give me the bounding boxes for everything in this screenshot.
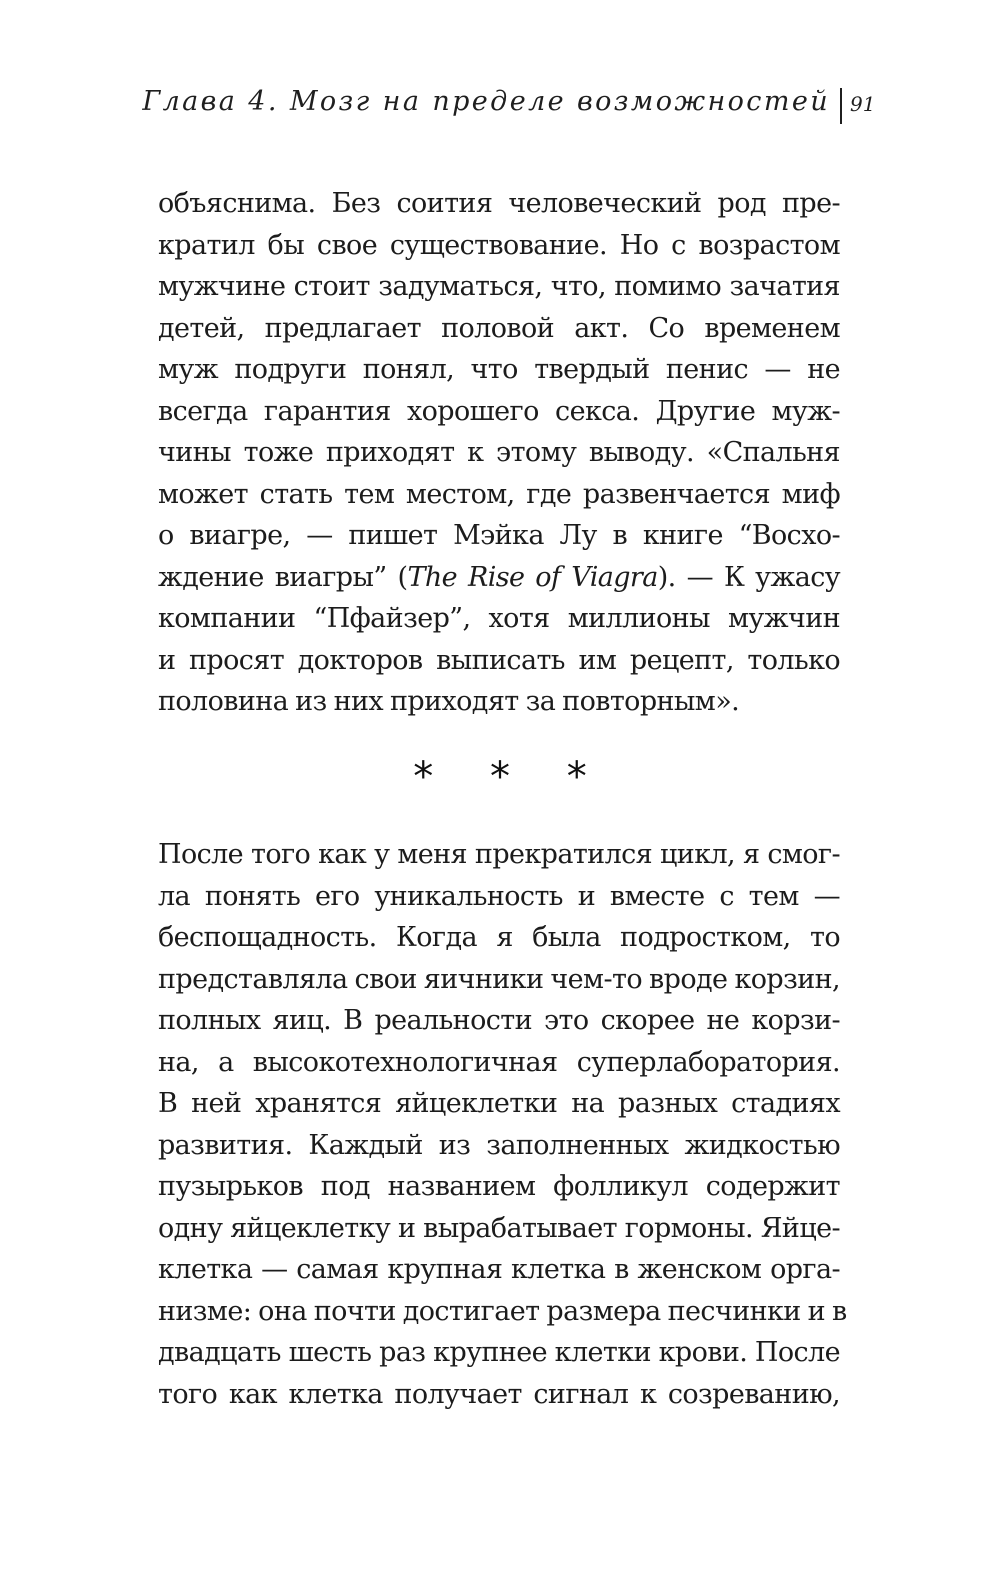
- text-line: на, а высокотехнологичная суперлаборатория.: [158, 1046, 840, 1078]
- text-line: мужчине стоит задуматься, что, помимо зачатия: [158, 271, 840, 302]
- book-title-italic: The Rise of Viagra: [407, 561, 658, 593]
- text-fragment: ждение виагры” (: [158, 561, 408, 593]
- text-line: двадцать шесть раз крупнее клетки крови. После: [158, 1337, 840, 1368]
- text-line: детей, предлагает половой акт. Со временем: [158, 312, 840, 344]
- text-line: низме: она почти достигает размера песчинки и в: [158, 1295, 847, 1327]
- text-fragment: ). — К ужасу: [657, 561, 841, 593]
- text-line: и просят докторов выписать им рецепт, только: [158, 644, 840, 676]
- text-line: [158, 557, 840, 599]
- text-line: представляла свои яичники чем-то вроде корзин,: [158, 963, 840, 995]
- text-line: кратил бы свое существование. Но с возрастом: [158, 229, 840, 261]
- text-line: одну яйцеклетку и вырабатывает гормоны. Яйце-: [158, 1212, 840, 1244]
- text-line: всегда гарантия хорошего секса. Другие муж-: [158, 395, 840, 427]
- text-line: того как клетка получает сигнал к созреванию,: [158, 1378, 840, 1410]
- paragraph-2: [158, 834, 847, 1415]
- text-line: половина из них приходят за повторным».: [158, 686, 740, 717]
- text-line: муж подруги понял, что твердый пенис — не: [158, 354, 840, 385]
- section-separator: * * *: [413, 754, 609, 800]
- text-line: развития. Каждый из заполненных жидкостью: [158, 1129, 840, 1161]
- header-divider: [840, 88, 842, 124]
- text-line: беспощадность. Когда я была подростком, то: [158, 922, 840, 953]
- page-header: [0, 78, 1000, 128]
- running-head: Глава 4. Мозг на пределе возможностей: [142, 86, 830, 117]
- paragraph-1: [158, 183, 840, 723]
- text-line: В ней хранятся яйцеклетки на разных стадиях: [158, 1088, 840, 1119]
- text-line: чины тоже приходят к этому выводу. «Спальня: [158, 437, 840, 468]
- text-line: После того как у меня прекратился цикл, я смог-: [158, 839, 840, 870]
- text-line: объяснима. Без соития человеческий род пре-: [158, 188, 840, 219]
- text-line: ла понять его уникальность и вместе с тем —: [158, 880, 840, 912]
- text-line: пузырьков под названием фолликул содержит: [158, 1171, 840, 1202]
- text-line: полных яиц. В реальности это скорее не корзи-: [158, 1005, 840, 1036]
- text-line: компании “Пфайзер”, хотя миллионы мужчин: [158, 603, 840, 634]
- text-line: о виагре, — пишет Мэйка Лу в книге “Восхо-: [158, 520, 840, 551]
- page-number: 91: [850, 92, 876, 116]
- text-line: клетка — самая крупная клетка в женском орга-: [158, 1254, 840, 1285]
- text-line: может стать тем местом, где развенчается миф: [158, 478, 840, 510]
